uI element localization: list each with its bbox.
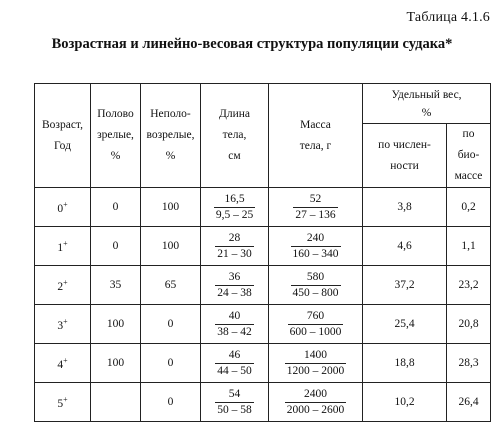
count-pct-cell: 37,2 bbox=[363, 266, 447, 305]
header-specific-weight: Удельный вес, % bbox=[363, 84, 491, 124]
header-by-count: по числен- ности bbox=[363, 124, 447, 188]
population-structure-table bbox=[34, 83, 491, 422]
header-by-biomass: по био- массе bbox=[447, 124, 491, 188]
mature-cell bbox=[91, 383, 141, 422]
table-row bbox=[35, 266, 491, 305]
immature-cell: 0 bbox=[141, 383, 201, 422]
age-cell: 1+ bbox=[35, 227, 91, 266]
table-row bbox=[35, 188, 491, 227]
mass-cell: $\frac{52}{27 - 136}$ bbox=[269, 188, 363, 227]
header-age: Возраст, Год bbox=[35, 84, 91, 188]
biomass-pct-cell: 26,4 bbox=[447, 383, 491, 422]
count-pct-cell: 25,4 bbox=[363, 305, 447, 344]
length-cell: $\frac{54}{50 - 58}$ bbox=[201, 383, 269, 422]
age-cell: 0+ bbox=[35, 188, 91, 227]
mass-cell: $\frac{580}{450 - 800}$ bbox=[269, 266, 363, 305]
age-cell: 3+ bbox=[35, 305, 91, 344]
mass-cell: $\frac{2400}{2000 - 2600}$ bbox=[269, 383, 363, 422]
table-title: Возрастная и линейно-весовая структура популяции судака* bbox=[51, 36, 453, 52]
immature-cell: 100 bbox=[141, 227, 201, 266]
mass-cell: $\frac{240}{160 - 340}$ bbox=[269, 227, 363, 266]
table-row bbox=[35, 305, 491, 344]
age-cell: 4+ bbox=[35, 344, 91, 383]
header-immature: Неполо- возрелые, % bbox=[141, 84, 201, 188]
count-pct-cell: 10,2 bbox=[363, 383, 447, 422]
header-mature: Полово зрелые, % bbox=[91, 84, 141, 188]
header-length: Длина тела, см bbox=[201, 84, 269, 188]
table-row bbox=[35, 383, 491, 422]
length-cell: $\frac{40}{38 - 42}$ bbox=[201, 305, 269, 344]
table-row bbox=[35, 227, 491, 266]
mature-cell: 0 bbox=[91, 227, 141, 266]
age-cell: 2+ bbox=[35, 266, 91, 305]
mature-cell: 35 bbox=[91, 266, 141, 305]
biomass-pct-cell: 23,2 bbox=[447, 266, 491, 305]
age-cell: 5+ bbox=[35, 383, 91, 422]
length-cell: $\frac{28}{21 - 30}$ bbox=[201, 227, 269, 266]
immature-cell: 0 bbox=[141, 344, 201, 383]
biomass-pct-cell: 1,1 bbox=[447, 227, 491, 266]
mature-cell: 100 bbox=[91, 344, 141, 383]
length-cell: $\frac{46}{44 - 50}$ bbox=[201, 344, 269, 383]
count-pct-cell: 18,8 bbox=[363, 344, 447, 383]
immature-cell: 0 bbox=[141, 305, 201, 344]
count-pct-cell: 4,6 bbox=[363, 227, 447, 266]
length-cell: $\frac{16,5}{9,5 - 25}$ bbox=[201, 188, 269, 227]
mature-cell: 0 bbox=[91, 188, 141, 227]
biomass-pct-cell: 20,8 bbox=[447, 305, 491, 344]
mass-cell: $\frac{760}{600 - 1000}$ bbox=[269, 305, 363, 344]
immature-cell: 100 bbox=[141, 188, 201, 227]
biomass-pct-cell: 28,3 bbox=[447, 344, 491, 383]
length-cell: $\frac{36}{24 - 38}$ bbox=[201, 266, 269, 305]
count-pct-cell: 3,8 bbox=[363, 188, 447, 227]
mature-cell: 100 bbox=[91, 305, 141, 344]
header-mass: Масса тела, г bbox=[269, 84, 363, 188]
table-row bbox=[35, 344, 491, 383]
table-caption: Таблица 4.1.6 bbox=[406, 10, 490, 25]
biomass-pct-cell: 0,2 bbox=[447, 188, 491, 227]
mass-cell: $\frac{1400}{1200 - 2000}$ bbox=[269, 344, 363, 383]
immature-cell: 65 bbox=[141, 266, 201, 305]
